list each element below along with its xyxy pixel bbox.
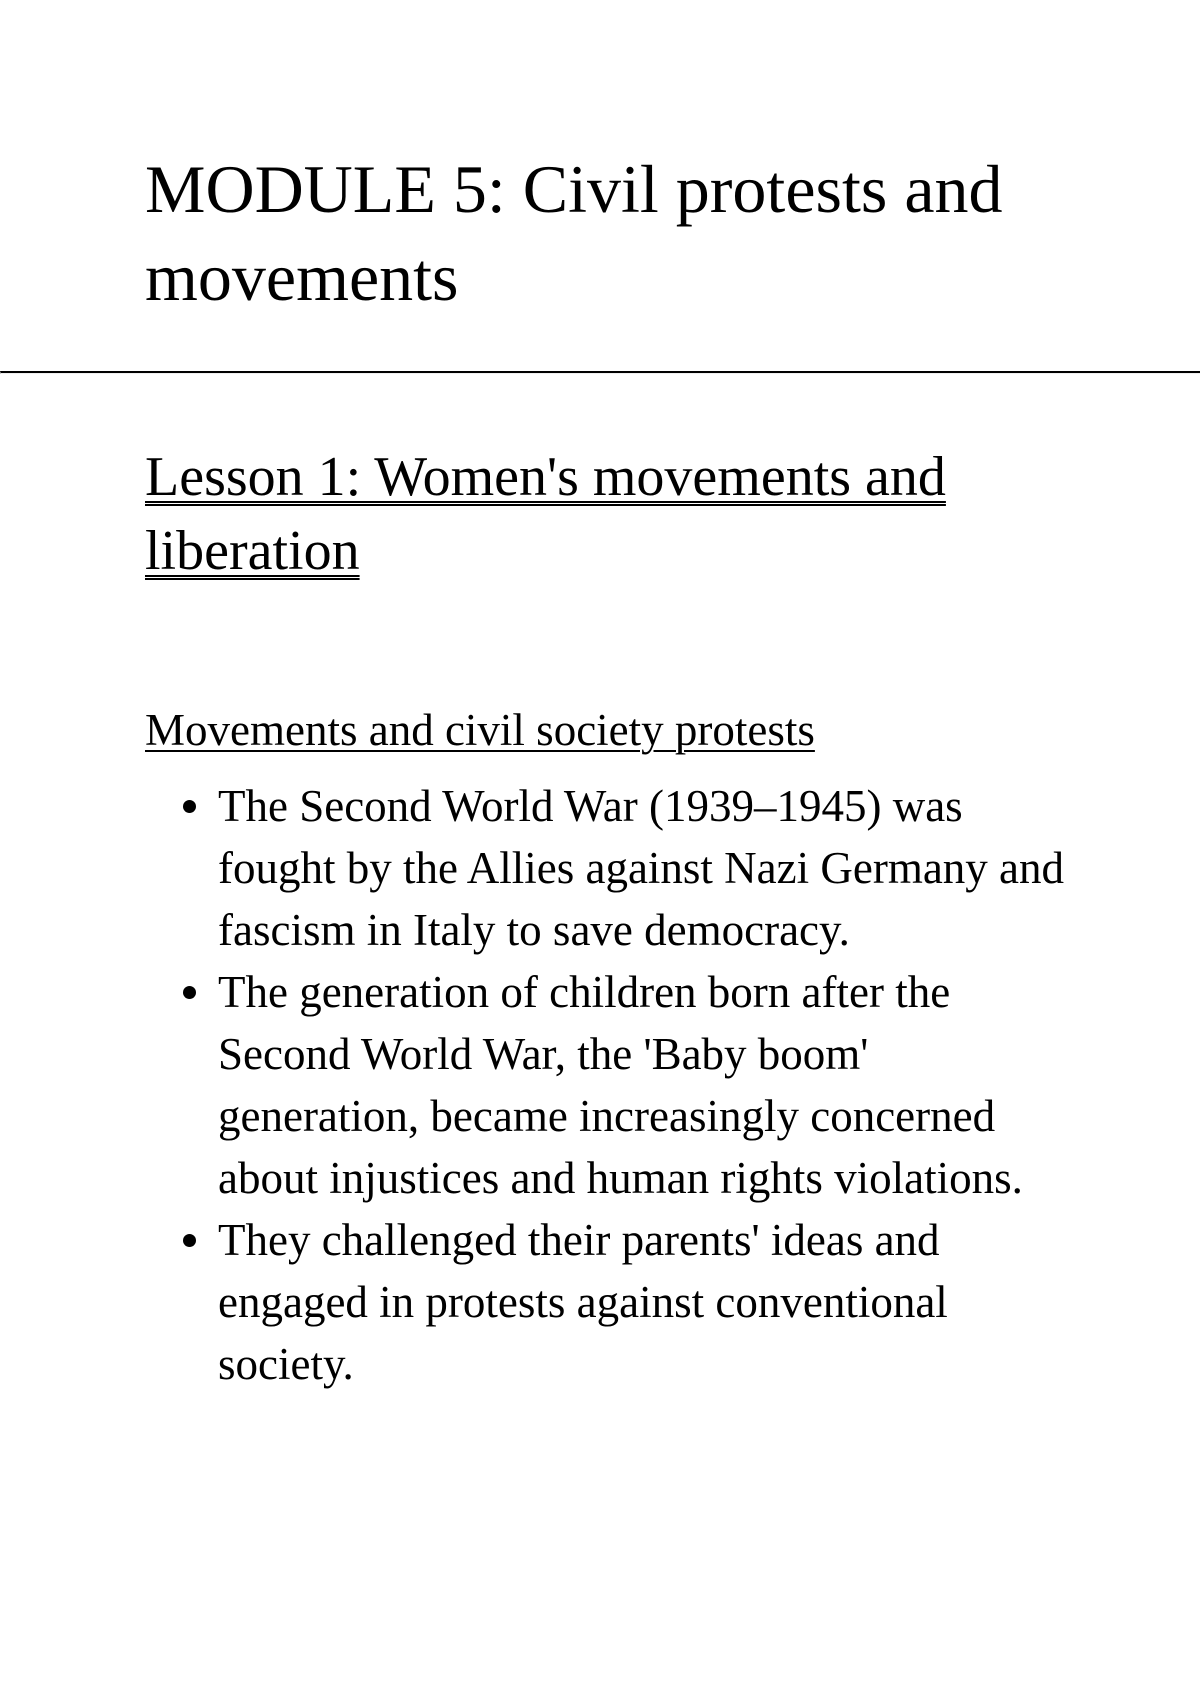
divider bbox=[0, 371, 1200, 374]
bullet-icon bbox=[183, 1234, 196, 1247]
bullet-list bbox=[0, 775, 1100, 1395]
lesson-title: Lesson 1: Women's movements and liberation bbox=[145, 446, 946, 582]
bullet-item bbox=[0, 1209, 1078, 1395]
bullet-text: They challenged their parents' ideas and engaged in protests against conventional society. bbox=[218, 1215, 948, 1389]
section-heading: Movements and civil society protests bbox=[145, 705, 815, 755]
module-title: MODULE 5: Civil protests and movements bbox=[145, 151, 1003, 315]
bullet-icon bbox=[183, 986, 196, 999]
bullet-item bbox=[0, 961, 1078, 1209]
bullet-icon bbox=[183, 800, 196, 813]
bullet-text: The Second World War (1939–1945) was fought by the Allies against Nazi Germany and fascism in Italy to save democracy. bbox=[218, 781, 1065, 955]
bullet-item bbox=[0, 775, 1078, 961]
bullet-text: The generation of children born after the Second World War, the 'Baby boom' generation, became increasingly concerned about injustices and human rights violations. bbox=[218, 967, 1023, 1203]
